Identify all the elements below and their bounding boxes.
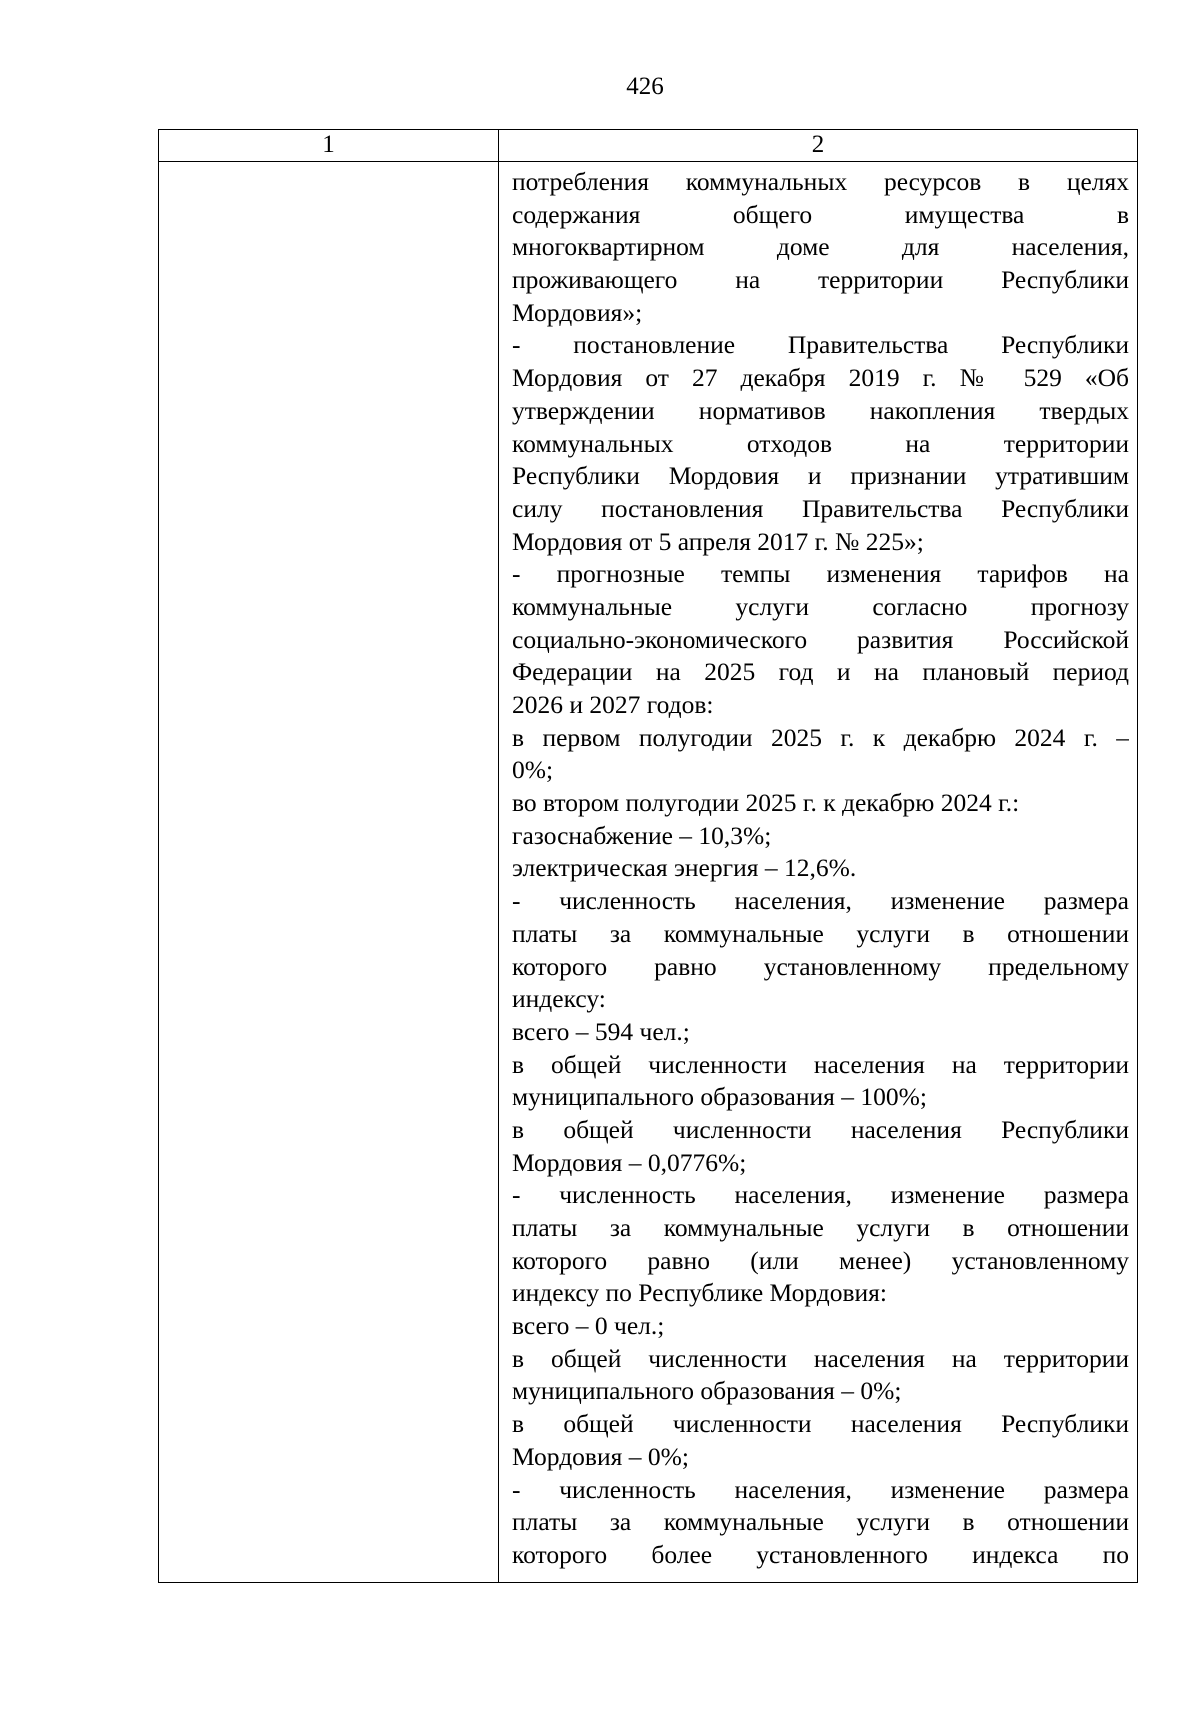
text-line: силу постановления Правительства Республики xyxy=(512,493,1129,523)
text-line: - численность населения, изменение размера xyxy=(512,886,1129,916)
text-line: содержания общего имущества в xyxy=(512,199,1129,229)
text-line: Мордовия»; xyxy=(512,297,643,327)
text-line: многоквартирном доме для населения, xyxy=(512,232,1129,262)
text-line: коммунальных отходов на территории xyxy=(512,428,1129,458)
column-2-header: 2 xyxy=(499,130,1138,162)
text-line: в общей численности населения Республики xyxy=(512,1409,1129,1439)
text-line: - постановление Правительства Республики xyxy=(512,330,1129,360)
text-line: всего – 594 чел.; xyxy=(512,1016,690,1046)
text-line: утверждении нормативов накопления твердых xyxy=(512,395,1129,425)
column-1-header: 1 xyxy=(159,130,499,162)
text-line: - численность населения, изменение размера xyxy=(512,1474,1129,1504)
text-line: муниципального образования – 0%; xyxy=(512,1376,902,1406)
text-line: - численность населения, изменение размера xyxy=(512,1180,1129,1210)
document-table xyxy=(158,129,1138,1583)
text-line: Мордовия – 0%; xyxy=(512,1441,689,1471)
text-line: газоснабжение – 10,3%; xyxy=(512,820,772,850)
column-2-text xyxy=(499,162,1137,1572)
text-line: Федерации на 2025 год и на плановый период xyxy=(512,657,1129,687)
text-line: проживающего на территории Республики xyxy=(512,265,1129,295)
text-line: 2026 и 2027 годов: xyxy=(512,690,714,719)
text-line: коммунальные услуги согласно прогнозу xyxy=(512,591,1129,621)
text-line: потребления коммунальных ресурсов в целях xyxy=(512,167,1129,196)
text-line: которого равно установленному предельному xyxy=(512,951,1129,981)
text-line: которого равно (или менее) установленному xyxy=(512,1245,1129,1275)
page-number: 426 xyxy=(626,73,664,100)
column-2-cell xyxy=(499,162,1138,1583)
text-line: которого более установленного индекса по xyxy=(512,1539,1129,1569)
text-line: социально-экономического развития Российской xyxy=(512,624,1129,654)
text-line: 0%; xyxy=(512,755,554,785)
text-line: индексу по Республике Мордовия: xyxy=(512,1278,887,1308)
text-line: всего – 0 чел.; xyxy=(512,1311,665,1341)
text-line: - прогнозные темпы изменения тарифов на xyxy=(512,559,1129,589)
text-line: электрическая энергия – 12,6%. xyxy=(512,853,857,883)
table-header-row xyxy=(159,130,1138,162)
text-line: в общей численности населения Республики xyxy=(512,1114,1129,1144)
text-line: платы за коммунальные услуги в отношении xyxy=(512,1507,1129,1537)
text-line: Республики Мордовия и признании утратившим xyxy=(512,461,1129,491)
text-line: индексу: xyxy=(512,984,606,1014)
text-line: Мордовия от 5 апреля 2017 г. № 225»; xyxy=(512,526,924,556)
column-1-cell xyxy=(159,162,499,1583)
text-line: муниципального образования – 100%; xyxy=(512,1082,927,1112)
text-line: в общей численности населения на территории xyxy=(512,1343,1129,1373)
text-line: Мордовия от 27 декабря 2019 г. № 529 «Об xyxy=(512,363,1129,393)
table-row xyxy=(159,162,1138,1583)
text-line: в первом полугодии 2025 г. к декабрю 2024 г. – xyxy=(512,722,1129,752)
text-line: платы за коммунальные услуги в отношении xyxy=(512,1213,1129,1242)
text-line: в общей численности населения на территории xyxy=(512,1049,1129,1079)
text-line: Мордовия – 0,0776%; xyxy=(512,1147,747,1177)
text-line: платы за коммунальные услуги в отношении xyxy=(512,918,1129,948)
text-line: во втором полугодии 2025 г. к декабрю 2024 г.: xyxy=(512,788,1020,818)
